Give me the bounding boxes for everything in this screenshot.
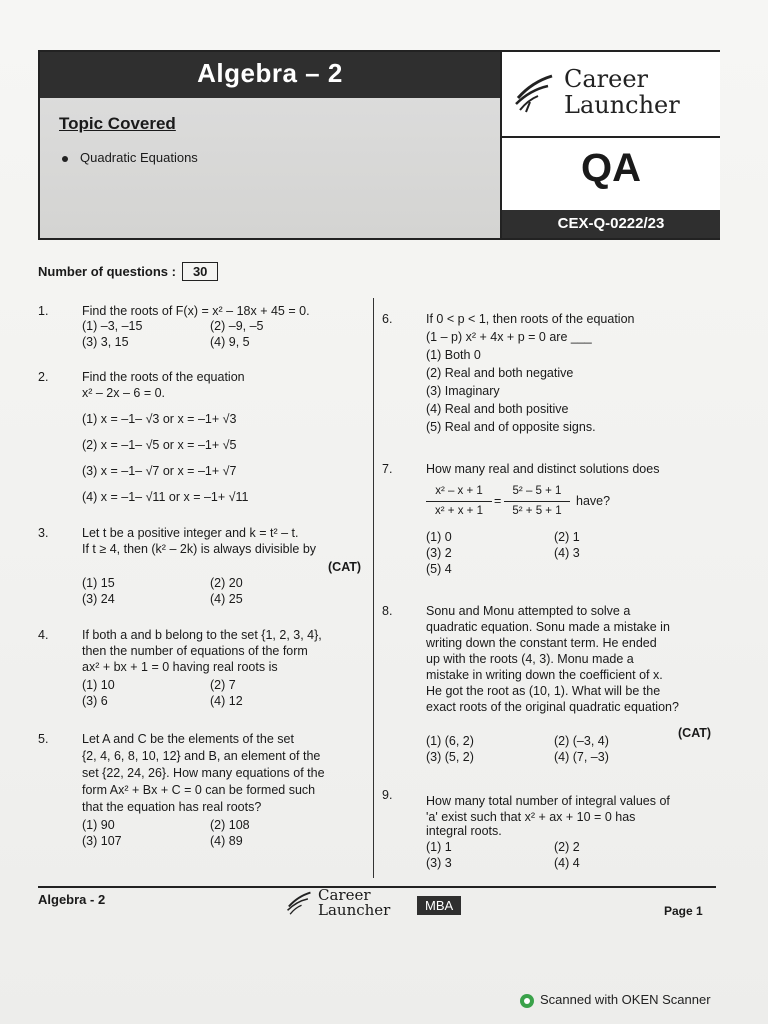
option: (3) (5, 2) [426,750,474,764]
question-text-line: integral roots. [426,824,502,838]
option: (2) 20 [210,576,243,590]
test-code: CEX-Q-0222/23 [502,210,720,238]
options [82,576,362,608]
column-divider [373,298,374,878]
question-4 [38,628,368,714]
question-text-line: form Ax² + Bx + C = 0 can be formed such [82,783,316,797]
question-number: 7. [382,462,393,476]
fraction-bar [504,501,570,502]
option: (1) 1 [426,840,452,854]
option: (3) 6 [82,694,108,708]
option: (3) 107 [82,834,122,848]
num-questions-label: Number of questions : [38,264,176,279]
option: (2) 7 [210,678,236,692]
footer-logo [282,884,472,924]
option: (4) 25 [210,592,243,606]
brand-line1: Career [318,886,371,904]
option: (5) Real and of opposite signs. [426,420,596,434]
topic-item-label: Quadratic Equations [80,150,198,165]
option: (1) 0 [426,530,452,544]
question-text-line: writing down the constant term. He ended [426,636,657,650]
option: (2) –9, –5 [210,319,264,333]
option: (3) 3 [426,856,452,870]
question-number: 5. [38,732,49,746]
brand-line1: Career [564,65,649,93]
mba-badge: MBA [417,896,461,915]
option: (4) 89 [210,834,243,848]
num-questions-value: 30 [182,262,218,281]
subject-box [502,138,720,210]
topic-heading: Topic Covered [59,114,176,133]
question-text: If 0 < p < 1, then roots of the equation [426,312,635,326]
question-text-line: then the number of equations of the form [82,644,308,658]
scanner-logo-icon [520,994,534,1008]
question-number: 3. [38,526,49,540]
options [82,319,362,351]
option: (3) 2 [426,546,452,560]
header-right [500,52,720,238]
brand-line2: Launcher [564,91,680,119]
question-number: 4. [38,628,49,642]
question-text-line: up with the roots (4, 3). Monu made a [426,652,634,666]
header-left [40,52,500,238]
cat-tag: (CAT) [678,726,712,740]
question-5 [38,732,368,866]
scanner-watermark [520,992,711,1008]
brand-line2: Launcher [318,901,391,919]
question-text: If both a and b belong to the set {1, 2, 3, 4}, [82,628,322,642]
option: (3) Imaginary [426,384,500,398]
equation [426,484,706,526]
question-text-line: ax² + bx + 1 = 0 having real roots is [82,660,278,674]
question-text: Find the roots of F(x) = x² – 18x + 45 = 0. [82,304,310,318]
brand-name [564,66,680,118]
question-text-line: exact roots of the original quadratic equation? [426,700,679,714]
question-text-line: set {22, 24, 26}. How many equations of the [82,766,325,780]
question-1 [38,304,368,354]
question-text: Sonu and Monu attempted to solve a [426,604,631,618]
question-text: Let A and C be the elements of the set [82,732,294,746]
option: (4) (7, –3) [554,750,609,764]
page-number: Page 1 [664,904,703,918]
question-text: Let t be a positive integer and k = t² – t. [82,526,299,540]
option: (1) Both 0 [426,348,481,362]
header-panel [38,50,720,240]
fraction-numerator: 5² – 5 + 1 [512,485,562,497]
question-number: 8. [382,604,393,618]
question-3 [38,526,368,612]
brand-swoosh-icon [284,890,314,918]
fraction-bar [426,501,492,502]
question-number: 6. [382,312,393,326]
options [82,678,362,710]
num-questions [38,262,218,281]
option: (1) x = –1– √3 or x = –1+ √3 [82,412,237,426]
option: (4) x = –1– √11 or x = –1+ √11 [82,490,249,504]
fraction-denominator: x² + x + 1 [435,505,483,517]
equals-sign: = [494,494,502,508]
question-number: 9. [382,788,393,802]
question-text-line: x² – 2x – 6 = 0. [82,386,166,400]
subject-label: QA [581,146,641,190]
topic-item [62,150,198,165]
option: (2) x = –1– √5 or x = –1+ √5 [82,438,237,452]
option: (4) Real and both positive [426,402,569,416]
title-bar [40,52,500,98]
option: (2) 108 [210,818,250,832]
question-text-line: (1 – p) x² + 4x + p = 0 are ___ [426,330,592,344]
option: (3) 3, 15 [82,335,129,349]
options [426,840,706,872]
brand-swoosh-icon [512,72,556,116]
option: (3) 24 [82,592,115,606]
options [82,412,362,510]
option: (2) (–3, 4) [554,734,609,748]
footer-brand-name [318,888,390,918]
question-number: 1. [38,304,49,318]
option: (1) 90 [82,818,115,832]
brand-logo [502,52,720,138]
cat-tag: (CAT) [328,560,362,574]
option: (4) 9, 5 [210,335,250,349]
question-text: Find the roots of the equation [82,370,245,384]
option: (4) 4 [554,856,580,870]
footer-title: Algebra - 2 [38,892,106,907]
option: (1) –3, –15 [82,319,143,333]
option: (3) x = –1– √7 or x = –1+ √7 [82,464,237,478]
option: (2) 1 [554,530,580,544]
option: (4) 12 [210,694,243,708]
option: (1) (6, 2) [426,734,474,748]
scanner-label: Scanned with OKEN Scanner [540,992,711,1007]
question-9 [382,788,716,878]
question-text-line: quadratic equation. Sonu made a mistake in [426,620,670,634]
question-number: 2. [38,370,49,384]
question-2 [38,370,368,510]
bullet-icon [62,156,68,162]
question-text-line: He got the root as (10, 1). What will be the [426,684,661,698]
question-text: How many real and distinct solutions does [426,462,660,476]
option: (5) 4 [426,562,452,576]
option: (2) 2 [554,840,580,854]
question-text-line: 'a' exist such that x² + ax + 10 = 0 has [426,810,636,824]
option: (1) 10 [82,678,115,692]
question-text-line: If t ≥ 4, then (k² – 2k) is always divisible by [82,542,317,556]
question-6 [382,312,716,442]
fraction-numerator: x² – x + 1 [435,485,483,497]
options [426,348,706,440]
options [426,530,706,580]
option: (2) Real and both negative [426,366,574,380]
question-text-tail: have? [576,494,611,508]
question-text-line: mistake in writing down the coefficient of x. [426,668,663,682]
options [426,734,706,766]
option: (4) 3 [554,546,580,560]
options [82,818,362,850]
fraction-denominator: 5² + 5 + 1 [512,505,562,517]
question-text-line: that the equation has real roots? [82,800,262,814]
question-text: How many total number of integral values of [426,794,670,808]
page-title: Algebra – 2 [197,58,343,88]
question-8 [382,604,716,774]
question-7 [382,462,716,582]
question-text-line: {2, 4, 6, 8, 10, 12} and B, an element of the [82,749,321,763]
option: (1) 15 [82,576,115,590]
